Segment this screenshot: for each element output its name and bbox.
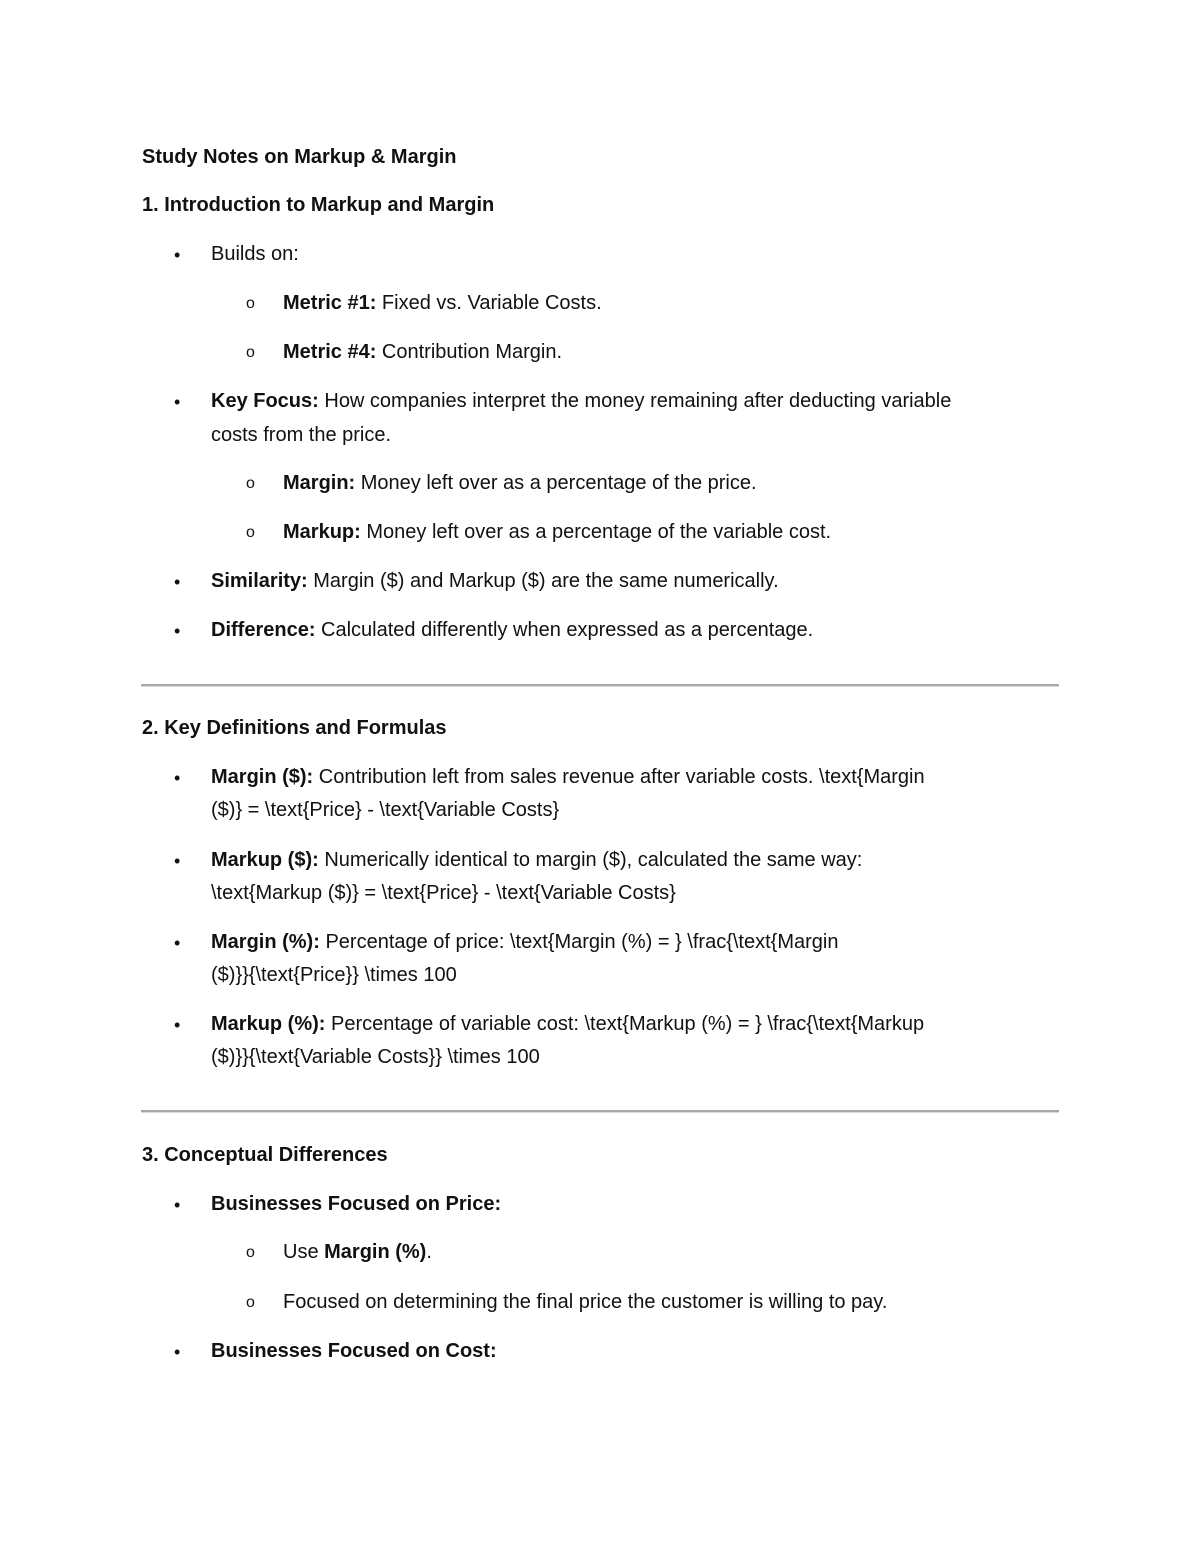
difference-item: Difference: Calculated differently when expressed as a percentage.: [211, 619, 814, 641]
sub-bullet-icon: o: [246, 1244, 255, 1261]
sub-bullet-icon: o: [246, 524, 255, 541]
definition-markup-percent-line-2: ($)}}{\text{Variable Costs}} \times 100: [211, 1046, 540, 1068]
bullet-icon: •: [174, 933, 181, 953]
definition-margin-dollar-line-2: ($)} = \text{Price} - \text{Variable Costs}: [211, 799, 560, 821]
key-focus-item-markup: Markup: Money left over as a percentage of the variable cost.: [283, 521, 832, 543]
key-focus-item-margin: Margin: Money left over as a percentage of the price.: [283, 472, 757, 494]
bullet-icon: •: [174, 1015, 181, 1035]
section-divider: [141, 1110, 1059, 1113]
definition-margin-percent-line-1: Margin (%): Percentage of price: \text{Margin (%) = } \frac{\text{Margin: [211, 931, 839, 953]
builds-on-item-1: Metric #1: Fixed vs. Variable Costs.: [283, 292, 602, 314]
similarity-item: Similarity: Margin ($) and Markup ($) are the same numerically.: [211, 570, 779, 592]
definition-margin-dollar-line-1: Margin ($): Contribution left from sales revenue after variable costs. \text{Margin: [211, 766, 925, 788]
price-focus-item-1: Use Margin (%).: [283, 1241, 432, 1263]
section-3-heading: 3. Conceptual Differences: [142, 1144, 388, 1166]
sub-bullet-icon: o: [246, 1294, 255, 1311]
cost-focus-label: Businesses Focused on Cost:: [211, 1340, 497, 1362]
sub-bullet-icon: o: [246, 295, 255, 312]
bullet-icon: •: [174, 768, 181, 788]
bullet-icon: •: [174, 392, 181, 412]
price-focus-item-2: Focused on determining the final price the customer is willing to pay.: [283, 1291, 888, 1313]
definition-markup-dollar-line-1: Markup ($): Numerically identical to margin ($), calculated the same way:: [211, 849, 863, 871]
bullet-icon: •: [174, 621, 181, 641]
bullet-icon: •: [174, 572, 181, 592]
bullet-icon: •: [174, 245, 181, 265]
key-focus-line-2: costs from the price.: [211, 424, 392, 446]
bullet-icon: •: [174, 851, 181, 871]
document-title: Study Notes on Markup & Margin: [142, 146, 457, 168]
sub-bullet-icon: o: [246, 344, 255, 361]
section-divider: [141, 684, 1059, 687]
section-2-heading: 2. Key Definitions and Formulas: [142, 717, 447, 739]
section-1-heading: 1. Introduction to Markup and Margin: [142, 194, 495, 216]
bullet-icon: •: [174, 1342, 181, 1362]
bullet-icon: •: [174, 1195, 181, 1215]
price-focus-label: Businesses Focused on Price:: [211, 1193, 502, 1215]
key-focus-line-1: Key Focus: How companies interpret the money remaining after deducting variable: [211, 390, 952, 412]
builds-on-label: Builds on:: [211, 243, 299, 265]
definition-markup-percent-line-1: Markup (%): Percentage of variable cost: \text{Markup (%) = } \frac{\text{Markup: [211, 1013, 925, 1035]
definition-margin-percent-line-2: ($)}}{\text{Price}} \times 100: [211, 964, 457, 986]
sub-bullet-icon: o: [246, 475, 255, 492]
builds-on-item-2: Metric #4: Contribution Margin.: [283, 341, 563, 363]
definition-markup-dollar-line-2: \text{Markup ($)} = \text{Price} - \text{Variable Costs}: [211, 882, 676, 904]
